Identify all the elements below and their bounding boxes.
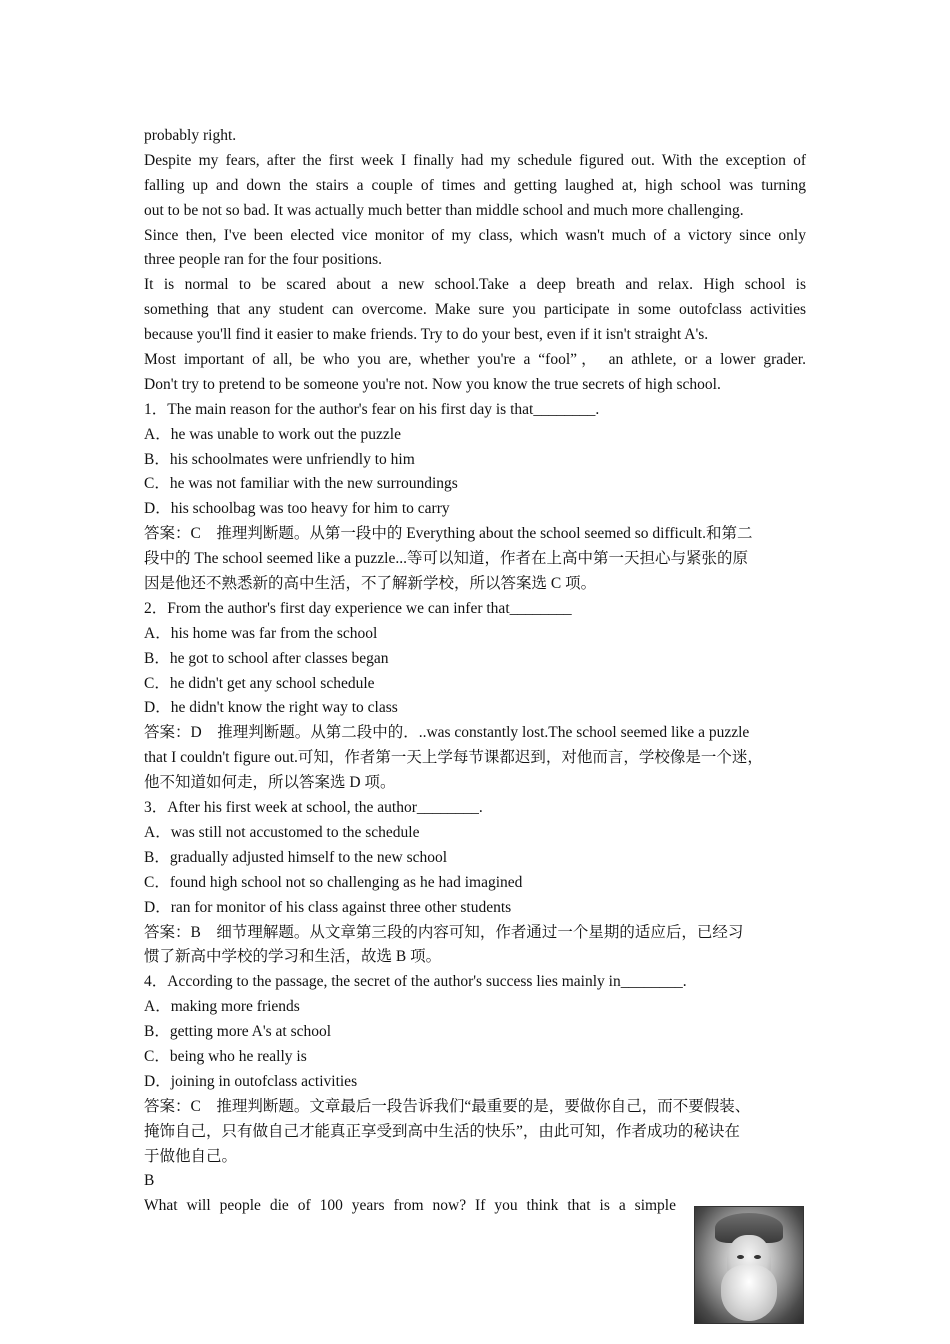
text-line: B．his schoolmates were unfriendly to him xyxy=(144,450,415,468)
text-line: 惯了新高中学校的学习和生活，故选 B 项。 xyxy=(144,948,442,966)
text-line: D．he didn't know the right way to class xyxy=(144,699,398,717)
text-line: because you'll find it easier to make friends. Try to do your best, even if it isn't straight A's. xyxy=(144,326,709,344)
text-line: falling up and down the stairs a couple of times and getting laughed at, high school was turning xyxy=(144,176,806,194)
text-line: C．being who he really is xyxy=(144,1047,307,1065)
text-line: B．getting more A's at school xyxy=(144,1023,332,1041)
old-wizard-illustration xyxy=(694,1206,804,1324)
text-line: 掩饰自己，只有做自己才能真正享受到高中生活的快乐”，由此可知，作者成功的秘诀在 xyxy=(144,1122,740,1140)
text-line: 段中的 The school seemed like a puzzle...等可以知道，作者在上高中第一天担心与紧张的原 xyxy=(144,550,748,568)
text-line: A．making more friends xyxy=(144,998,300,1016)
text-line: C．found high school not so challenging as he had imagined xyxy=(144,873,523,891)
text-line: 答案：D 推理判断题。从第二段中的．..was constantly lost.The school seemed like a puzzle xyxy=(144,724,750,742)
eye-right xyxy=(754,1255,761,1259)
document-page xyxy=(144,124,806,1219)
text-line: A．he was unable to work out the puzzle xyxy=(144,425,401,443)
text-line: probably right. xyxy=(144,127,237,144)
text-line: B．he got to school after classes began xyxy=(144,649,389,667)
text-line: B．gradually adjusted himself to the new school xyxy=(144,848,448,866)
beard-shape xyxy=(721,1265,777,1321)
text-line: 他不知道如何走，所以答案选 D 项。 xyxy=(144,774,396,792)
text-line: Since then, I've been elected vice monitor of my class, which wasn't much of a victory since only xyxy=(144,226,806,244)
text-line: C．he didn't get any school schedule xyxy=(144,674,375,692)
text-line: D．joining in outofclass activities xyxy=(144,1072,358,1090)
text-line: 2．From the author's first day experience we can infer that________ xyxy=(144,599,572,617)
text-line: A．was still not accustomed to the schedule xyxy=(144,823,420,841)
text-line: Most important of all, be who you are, whether you're a “fool”， an athlete, or a lower grader. xyxy=(144,351,806,369)
text-line: that I couldn't figure out.可知，作者第一天上学每节课都迟到，对他而言，学校像是一个迷， xyxy=(144,749,763,767)
text-line: D．ran for monitor of his class against three other students xyxy=(144,898,512,916)
text-line: D．his schoolbag was too heavy for him to carry xyxy=(144,500,450,518)
text-line: something that any student can overcome. Make sure you participate in some outofclass activities xyxy=(144,301,806,319)
text-line: 因是他还不熟悉新的高中生活，不了解新学校，所以答案选 C 项。 xyxy=(144,575,597,593)
text-line: It is normal to be scared about a new school.Take a deep breath and relax. High school is xyxy=(144,276,806,294)
text-line: three people ran for the four positions. xyxy=(144,251,383,269)
text-line: Don't try to pretend to be someone you're not. Now you know the true secrets of high school. xyxy=(144,375,721,393)
text-line: out to be not so bad. It was actually much better than middle school and much more challenging. xyxy=(144,201,744,219)
text-line: 答案：C 推理判断题。从第一段中的 Everything about the school seemed so difficult.和第二 xyxy=(144,525,753,543)
text-line: 1．The main reason for the author's fear on his first day is that________. xyxy=(144,400,600,418)
text-line: 答案：B 细节理解题。从文章第三段的内容可知，作者通过一个星期的适应后，已经习 xyxy=(144,923,744,941)
text-line: 于做他自己。 xyxy=(144,1147,238,1165)
eye-left xyxy=(737,1255,744,1259)
text-line: 3．After his first week at school, the author________. xyxy=(144,799,483,817)
text-line: 答案：C 推理判断题。文章最后一段告诉我们“最重要的是，要做你自己，而不要假装、 xyxy=(144,1097,751,1115)
text-line: Despite my fears, after the first week I finally had my schedule figured out. With the exception of xyxy=(144,151,806,169)
text-line: C．he was not familiar with the new surroundings xyxy=(144,475,458,493)
text-line: A．his home was far from the school xyxy=(144,624,378,642)
text-line: B xyxy=(144,1172,155,1190)
text-line-last: What will people die of 100 years from now? If you think that is a simple xyxy=(144,1197,676,1215)
text-line: 4．According to the passage, the secret of the author's success lies mainly in________. xyxy=(144,973,687,991)
